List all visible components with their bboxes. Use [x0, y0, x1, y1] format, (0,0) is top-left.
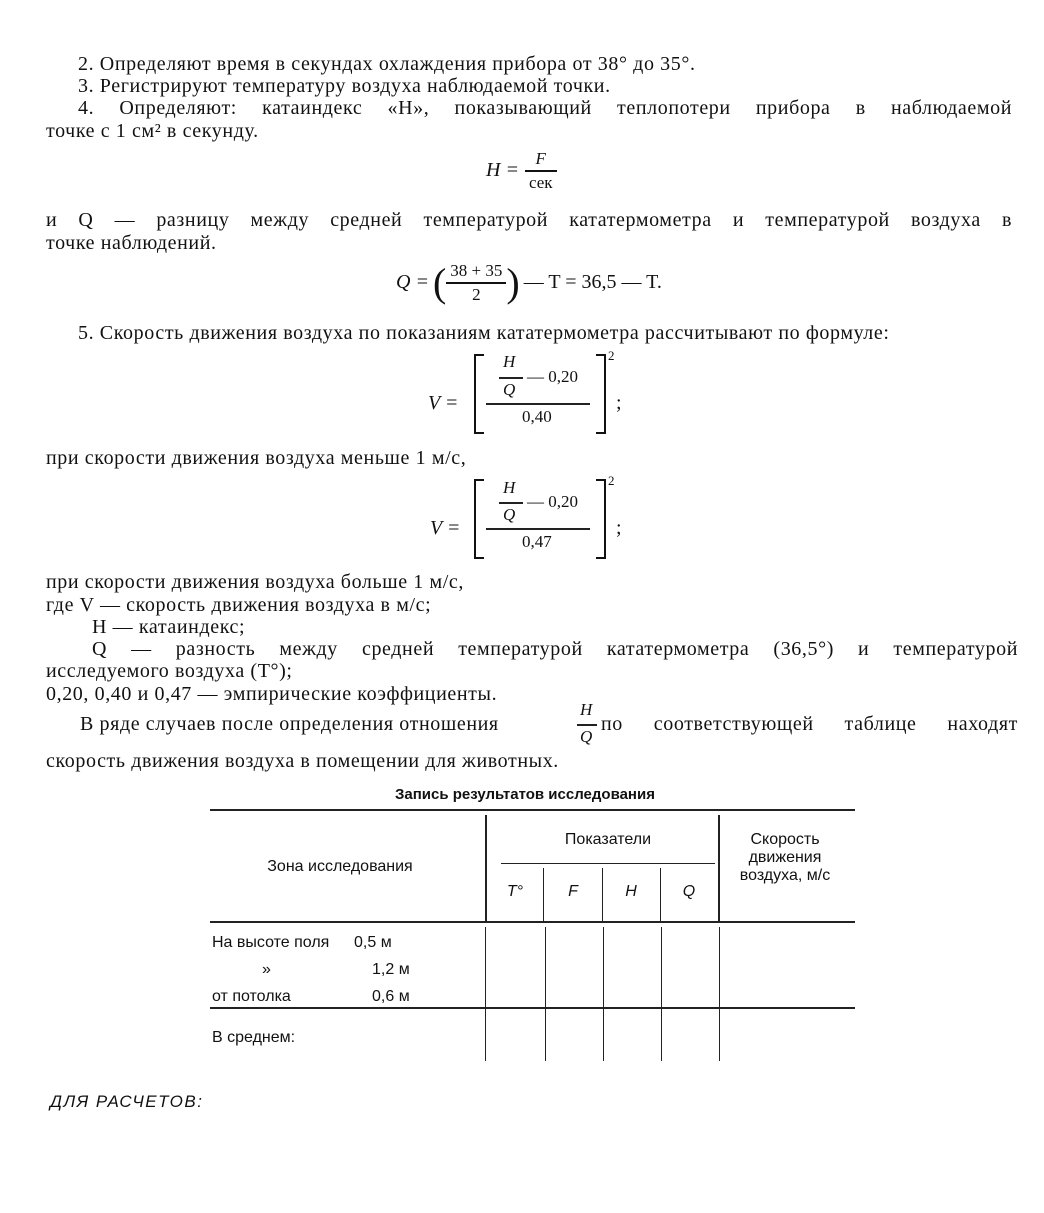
formula-h [486, 148, 557, 194]
table-rule-top [210, 809, 855, 811]
paren-right: ) [506, 259, 520, 305]
formula-q [396, 260, 662, 306]
header-f: F [568, 883, 578, 900]
bracket-right [596, 354, 606, 434]
formula-v2-q: Q [503, 505, 516, 524]
formula-h-lhs: H = [486, 159, 519, 182]
q-text-line2: точке наблюдений. [46, 232, 217, 254]
formula-q-rhs: — T = 36,5 — T. [523, 271, 662, 294]
formula-q-lhs: Q = [396, 271, 429, 294]
where-coefficients: 0,20, 0,40 и 0,47 — эмпирические коэффициенты. [46, 683, 498, 705]
formula-v2-lhs: V = [430, 517, 461, 539]
table-caption: Запись результатов исследования [395, 786, 655, 803]
formula-q-fraction [446, 260, 506, 306]
item-4-line2: точке с 1 см² в секунду. [46, 120, 259, 142]
table-vline [485, 815, 487, 921]
row-value: 0,6 м [372, 988, 410, 1005]
final-frac-num: H [580, 700, 593, 719]
fraction-bar [486, 528, 590, 530]
header-indicators: Показатели [564, 831, 652, 848]
formula-v1-exponent: 2 [608, 348, 615, 363]
bracket-left [474, 354, 484, 434]
formula-v2-exponent: 2 [608, 473, 615, 488]
where-q-line2: исследуемого воздуха (T°); [46, 660, 293, 682]
header-t: T° [506, 883, 524, 900]
item-4-line1: 4. Определяют: катаиндекс «H», показывающий теплопотери прибора в наблюдаемой [78, 97, 1012, 119]
formula-q-num: 38 + 35 [450, 261, 503, 280]
table-rule-header [210, 921, 855, 923]
item-3: 3. Регистрируют температуру воздуха наблюдаемой точки. [78, 75, 611, 97]
where-h: H — катаиндекс; [92, 616, 246, 638]
item-5: 5. Скорость движения воздуха по показаниям кататермометра рассчитывают по формуле: [78, 322, 890, 344]
final-after: по соответствующей таблице находят [601, 713, 1018, 735]
table-vline [543, 868, 544, 921]
fraction-bar [577, 724, 597, 726]
header-speed: Скорость движения воздуха, м/с [739, 831, 831, 884]
final-frac-den: Q [580, 727, 593, 746]
row-value: 1,2 м [372, 961, 410, 978]
formula-v1-den: 0,40 [522, 407, 552, 426]
item-2: 2. Определяют время в секундах охлаждения прибора от 38° до 35°. [78, 53, 696, 75]
table-rule-indicators [501, 863, 715, 864]
table-vline [485, 927, 486, 1061]
header-h: H [625, 883, 637, 900]
formula-v1-lhs: V = [428, 392, 459, 414]
fraction-bar [486, 403, 590, 405]
table-vline [661, 927, 662, 1061]
bracket-left [474, 479, 484, 559]
final-before: В ряде случаев после определения отношения [80, 713, 499, 735]
formula-v1-q: Q [503, 380, 516, 399]
condition-1: при скорости движения воздуха меньше 1 м/с, [46, 447, 467, 469]
paren-left: ( [432, 259, 447, 305]
fraction-bar [499, 502, 523, 504]
table-vline [719, 927, 720, 1061]
formula-h-num: F [535, 149, 546, 168]
footer-calculations: ДЛЯ РАСЧЕТОВ: [50, 1092, 204, 1111]
condition-2: при скорости движения воздуха больше 1 м/с, [46, 571, 464, 593]
row-value: 0,5 м [354, 934, 392, 951]
table-vline [718, 815, 720, 921]
q-text-line1: и Q — разницу между средней температурой кататермометра и температурой воздуха в [46, 209, 1012, 231]
formula-v2-end: ; [616, 517, 622, 539]
table-rule-avg [210, 1007, 855, 1009]
row-label: На высоте поля [212, 934, 330, 951]
formula-v1-h: H [503, 352, 516, 371]
row-label: » [262, 961, 271, 978]
header-q: Q [682, 883, 696, 900]
formula-v2-minus: — 0,20 [527, 492, 578, 511]
where-q-line1: Q — разность между средней температурой кататермометра (36,5°) и температурой [92, 638, 1018, 660]
formula-q-den: 2 [472, 284, 481, 304]
final-line2: скорость движения воздуха в помещении для животных. [46, 750, 559, 772]
formula-v2-den: 0,47 [522, 532, 552, 551]
table-vline [545, 927, 546, 1061]
header-zone: Зона исследования [267, 858, 413, 875]
where-v: где V — скорость движения воздуха в м/с; [46, 594, 432, 616]
row-average: В среднем: [212, 1029, 296, 1046]
formula-v1-minus: — 0,20 [527, 367, 578, 386]
fraction-bar [499, 377, 523, 379]
table-vline [603, 927, 604, 1061]
bracket-right [596, 479, 606, 559]
formula-v2-h: H [503, 478, 516, 497]
formula-h-den: сек [528, 172, 553, 192]
formula-h-fraction [525, 148, 557, 194]
formula-v1-end: ; [616, 392, 622, 414]
row-label: от потолка [212, 988, 291, 1005]
